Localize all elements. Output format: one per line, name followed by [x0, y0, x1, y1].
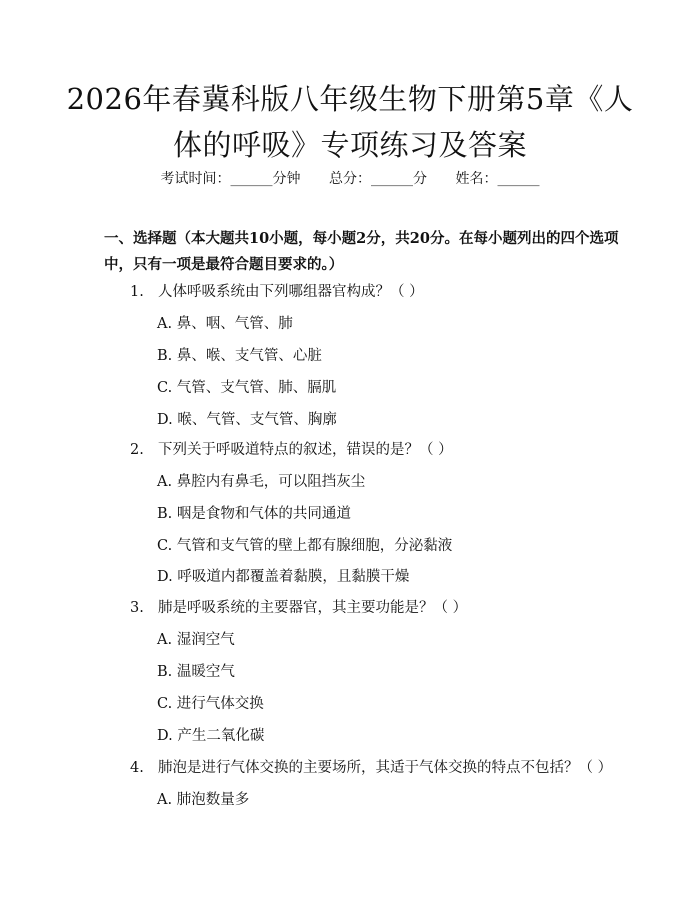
- question-text: 肺是呼吸系统的主要器官，其主要功能是？（ ）: [158, 600, 468, 616]
- option-d: D. 喉、气管、支气管、胸廓: [157, 412, 337, 428]
- question-text: 下列关于呼吸道特点的叙述，错误的是？（ ）: [158, 442, 453, 458]
- document-title: 2026年春冀科版八年级生物下册第5章《人体的呼吸》专项练习及答案: [66, 82, 634, 162]
- option-a: A. 湿润空气: [157, 632, 235, 648]
- question-stem: [130, 758, 612, 778]
- exam-time-field: 考试时间：______分钟: [160, 171, 301, 187]
- total-score-field: 总分：______分: [329, 171, 427, 187]
- option-a: A. 肺泡数量多: [157, 792, 250, 808]
- question-stem: [130, 598, 467, 618]
- question-stem: [130, 440, 453, 460]
- option-c: C. 进行气体交换: [157, 696, 264, 712]
- option-a: A. 鼻腔内有鼻毛，可以阻挡灰尘: [157, 474, 366, 490]
- question-text: 人体呼吸系统由下列哪组器官构成？（ ）: [158, 284, 424, 300]
- exam-info-line: [0, 170, 700, 188]
- section-heading: 一、选择题（本大题共10小题，每小题2分，共20分。在每小题列出的四个选项中，只有一项是最符合题目要求的。）: [104, 230, 619, 273]
- option-a: A. 鼻、咽、气管、肺: [157, 316, 293, 332]
- question-number: 2.: [130, 442, 144, 458]
- question-text: 肺泡是进行气体交换的主要场所，其适于气体交换的特点不包括？（ ）: [158, 760, 613, 776]
- question-number: 3.: [130, 600, 144, 616]
- student-name-field: 姓名：______: [455, 171, 540, 187]
- option-b: B. 鼻、喉、支气管、心脏: [157, 348, 322, 364]
- question-number: 1.: [130, 284, 144, 300]
- option-c: C. 气管、支气管、肺、膈肌: [157, 380, 337, 396]
- option-c: C. 气管和支气管的壁上都有腺细胞，分泌黏液: [157, 538, 453, 554]
- option-b: B. 温暖空气: [157, 664, 235, 680]
- question-number: 4.: [130, 760, 144, 776]
- option-b: B. 咽是食物和气体的共同通道: [157, 506, 351, 522]
- option-d: D. 产生二氧化碳: [157, 728, 265, 744]
- option-d: D. 呼吸道内都覆盖着黏膜，且黏膜干燥: [157, 569, 410, 585]
- question-stem: [130, 282, 424, 302]
